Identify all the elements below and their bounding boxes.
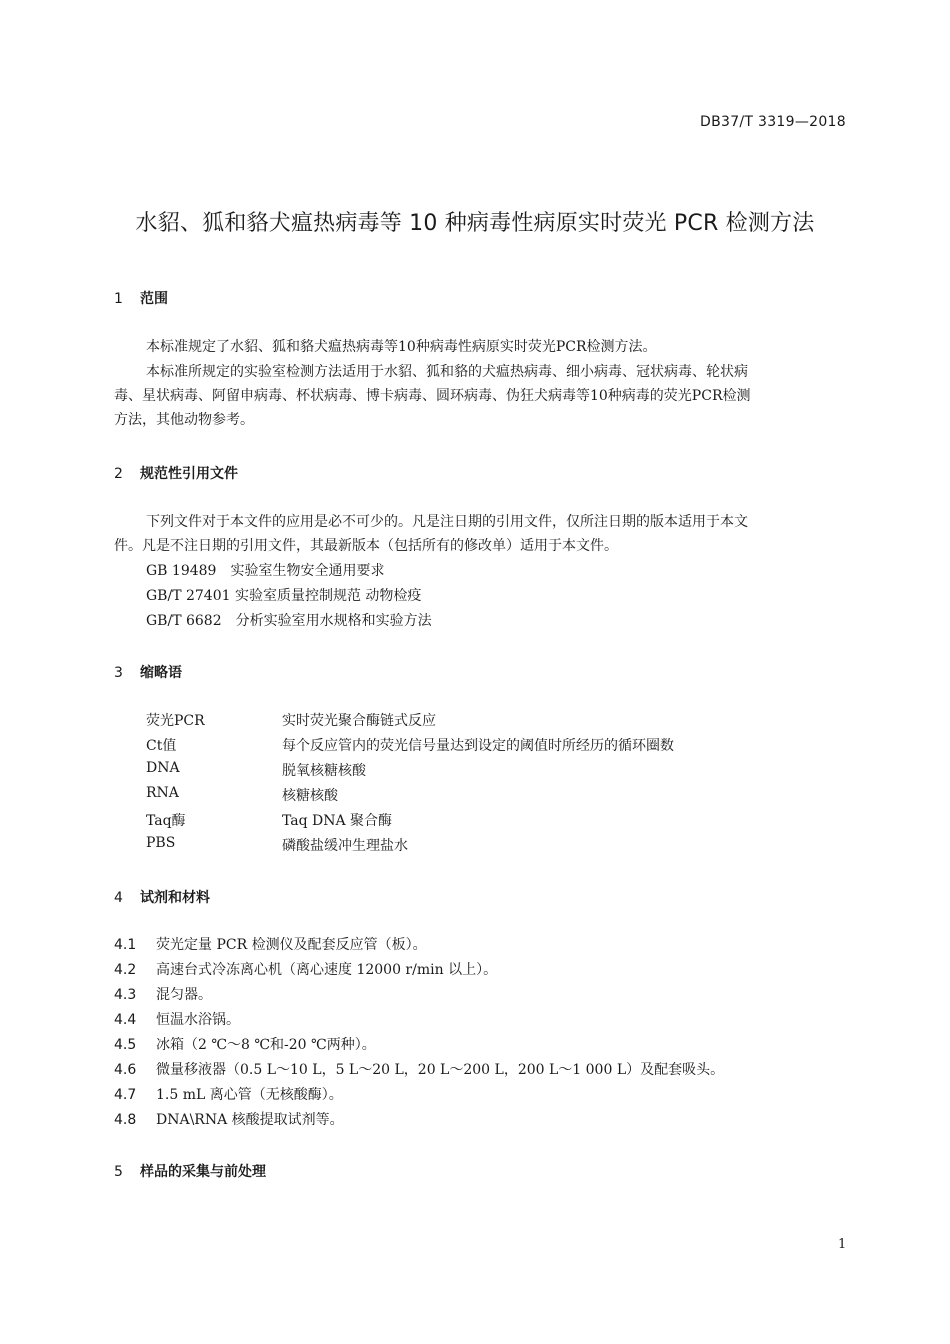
section-heading-sampling [114,1161,266,1181]
section-heading-scope [114,288,168,308]
abbreviation-definition: 核糖核酸 [282,788,338,804]
item-number: 4.3 [114,987,137,1003]
paragraph-continuation: 件。凡是不注日期的引用文件，其最新版本（包括所有的修改单）适用于本文件。 [114,538,618,554]
section-heading-normative-references [114,463,238,483]
section-number: 5 [114,1164,123,1180]
list-item [114,1059,724,1079]
section-heading-reagents-materials [114,887,210,907]
paragraph: 本标准所规定的实验室检测方法适用于水貂、狐和貉的犬瘟热病毒、细小病毒、冠状病毒、轮状病 [146,364,748,380]
abbreviation-term: 荧光PCR [146,713,205,729]
list-item [114,934,427,954]
list-item [114,1009,240,1029]
list-item [114,1084,343,1104]
item-text: 恒温水浴锅。 [156,1012,240,1028]
abbreviation-term: PBS [146,835,176,851]
section-title: 试剂和材料 [140,890,210,906]
item-text: DNA\RNA 核酸提取试剂等。 [156,1112,344,1128]
abbreviation-definition: 实时荧光聚合酶链式反应 [282,713,436,729]
list-item [114,984,212,1004]
page-number: 1 [838,1237,847,1252]
item-text: 1.5 mL 离心管（无核酸酶）。 [156,1087,343,1103]
section-title: 范围 [140,291,168,307]
item-number: 4.2 [114,962,137,978]
section-title: 规范性引用文件 [140,466,238,482]
item-number: 4.7 [114,1087,137,1103]
document-title: 水貂、狐和貉犬瘟热病毒等 10 种病毒性病原实时荧光 PCR 检测方法 [135,211,815,236]
list-item [114,1109,344,1129]
item-number: 4.1 [114,937,137,953]
standard-code: DB37/T 3319—2018 [700,114,846,130]
list-item [114,1034,376,1054]
item-text: 微量移液器（0.5 L～10 L，5 L～20 L，20 L～200 L，200 L～1 000 L）及配套吸头。 [156,1062,725,1078]
paragraph-continuation: 方法，其他动物参考。 [114,412,254,428]
section-number: 4 [114,890,123,906]
abbreviation-definition: 磷酸盐缓冲生理盐水 [282,838,408,854]
item-number: 4.5 [114,1037,137,1053]
list-item [114,959,497,979]
section-title: 样品的采集与前处理 [140,1164,266,1180]
abbreviation-term: Taq酶 [146,813,186,829]
abbreviation-definition: 每个反应管内的荧光信号量达到设定的阈值时所经历的循环圈数 [282,738,674,754]
section-number: 1 [114,291,123,307]
item-text: 冰箱（2 ℃～8 ℃和-20 ℃两种）。 [156,1037,376,1053]
paragraph-continuation: 毒、星状病毒、阿留申病毒、杯状病毒、博卡病毒、圆环病毒、伪狂犬病毒等10种病毒的荧光PCR检测 [114,388,751,404]
abbreviation-term: DNA [146,760,180,776]
reference-item: GB/T 27401 实验室质量控制规范 动物检疫 [146,588,422,604]
abbreviation-definition: Taq DNA 聚合酶 [282,813,393,829]
item-text: 荧光定量 PCR 检测仪及配套反应管（板）。 [156,937,427,953]
paragraph: 下列文件对于本文件的应用是必不可少的。凡是注日期的引用文件，仅所注日期的版本适用于本文 [146,514,748,530]
item-number: 4.6 [114,1062,137,1078]
abbreviation-term: Ct值 [146,738,177,754]
item-text: 高速台式冷冻离心机（离心速度 12000 r/min 以上）。 [156,962,498,978]
section-title: 缩略语 [140,665,182,681]
abbreviation-term: RNA [146,785,179,801]
section-number: 3 [114,665,123,681]
section-heading-abbreviations [114,662,182,682]
item-number: 4.8 [114,1112,137,1128]
item-text: 混匀器。 [156,987,212,1003]
paragraph: 本标准规定了水貂、狐和貉犬瘟热病毒等10种病毒性病原实时荧光PCR检测方法。 [146,339,657,355]
section-number: 2 [114,466,123,482]
reference-item: GB/T 6682 分析实验室用水规格和实验方法 [146,613,432,629]
item-number: 4.4 [114,1012,137,1028]
abbreviation-definition: 脱氧核糖核酸 [282,763,366,779]
reference-item: GB 19489 实验室生物安全通用要求 [146,563,385,579]
